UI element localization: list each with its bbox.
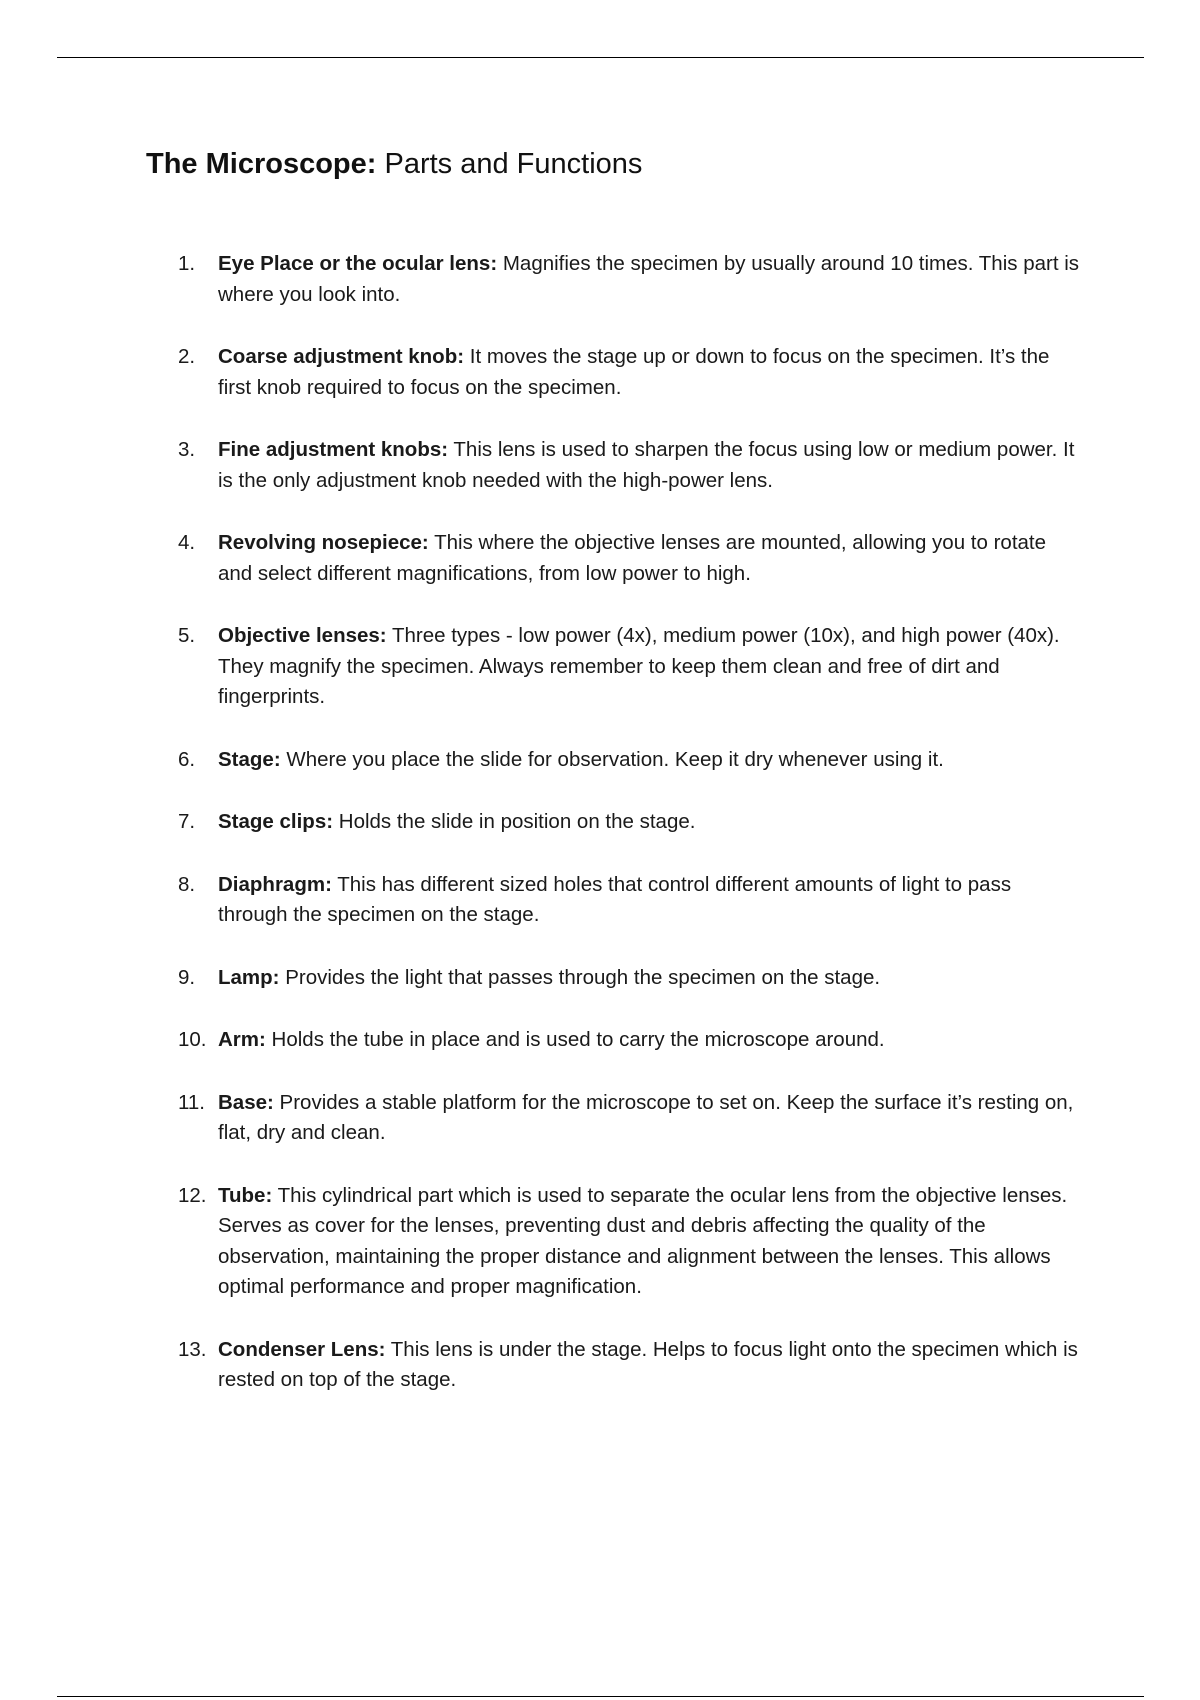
item-number: 6. bbox=[178, 747, 196, 771]
page-title-bold: The Microscope: bbox=[146, 148, 377, 180]
item-number: 1. bbox=[178, 252, 196, 275]
item-number: 11. bbox=[178, 1090, 205, 1114]
item-text: Three types - low power (4x), medium power (10x), and high power (40x). They magnify the specimen. Always remember to keep them clean and free of dirt and fingerprints. bbox=[218, 624, 1060, 708]
bottom-rule bbox=[57, 1696, 1144, 1697]
item-term: Tube: bbox=[218, 1183, 273, 1207]
item-body bbox=[218, 435, 1083, 496]
item-text: This where the objective lenses are mounted, allowing you to rotate and select different magnifications, from low power to high. bbox=[218, 531, 1047, 585]
item-body bbox=[218, 745, 1083, 776]
item-term: Eye Place or the ocular lens: bbox=[218, 252, 498, 275]
list-item bbox=[178, 435, 1083, 496]
item-text: It moves the stage up or down to focus on the specimen. It’s the first knob required to focus on the specimen. bbox=[218, 345, 1050, 399]
item-term: Coarse adjustment knob: bbox=[218, 345, 465, 368]
item-text: This lens is used to sharpen the focus using low or medium power. It is the only adjustment knob needed with the high-power lens. bbox=[218, 438, 1075, 492]
item-text: Magnifies the specimen by usually around 10 times. This part is where you look into. bbox=[218, 252, 1080, 306]
item-text: Provides the light that passes through the specimen on the stage. bbox=[279, 965, 881, 989]
page-title-rest: Parts and Functions bbox=[376, 148, 643, 180]
item-term: Objective lenses: bbox=[218, 624, 387, 647]
item-term: Lamp: bbox=[218, 965, 280, 989]
list-item bbox=[178, 1025, 1083, 1056]
list-item bbox=[178, 1335, 1083, 1396]
item-term: Condenser Lens: bbox=[218, 1337, 386, 1361]
item-number: 3. bbox=[178, 438, 196, 461]
list-item bbox=[178, 528, 1083, 589]
item-number: 5. bbox=[178, 624, 196, 647]
item-body bbox=[218, 528, 1083, 589]
item-body bbox=[218, 807, 1083, 838]
item-body bbox=[218, 1181, 1083, 1303]
item-number: 10. bbox=[178, 1028, 207, 1051]
list-item bbox=[178, 342, 1083, 403]
list-item bbox=[178, 621, 1083, 713]
item-text: This lens is under the stage. Helps to focus light onto the specimen which is rested on top of the stage. bbox=[218, 1337, 1078, 1391]
item-text: Where you place the slide for observation. Keep it dry whenever using it. bbox=[280, 747, 944, 771]
list-item bbox=[178, 1181, 1083, 1303]
item-text: This cylindrical part which is used to separate the ocular lens from the objective lenses. Serves as cover for the lenses, preventing dust and debris affecting the quality of the observation, maintaining the proper distance and alignment between the lenses. This allows optimal performance and proper magnification. bbox=[218, 1183, 1068, 1298]
item-body bbox=[218, 963, 1083, 994]
list-item bbox=[178, 745, 1083, 776]
item-body bbox=[218, 249, 1083, 310]
item-body bbox=[218, 1025, 1083, 1056]
item-text: This has different sized holes that control different amounts of light to pass through the specimen on the stage. bbox=[218, 872, 1012, 926]
list-item bbox=[178, 1088, 1083, 1149]
item-number: 13. bbox=[178, 1337, 207, 1361]
item-text: Holds the slide in position on the stage. bbox=[333, 810, 696, 833]
item-term: Arm: bbox=[218, 1028, 266, 1051]
list-item bbox=[178, 963, 1083, 994]
item-number: 2. bbox=[178, 345, 196, 368]
item-body bbox=[218, 621, 1083, 713]
item-body bbox=[218, 1335, 1083, 1396]
page-title bbox=[146, 144, 642, 184]
item-term: Base: bbox=[218, 1090, 274, 1114]
item-number: 8. bbox=[178, 872, 196, 896]
item-number: 12. bbox=[178, 1183, 207, 1207]
top-rule bbox=[57, 57, 1144, 58]
list-item bbox=[178, 807, 1083, 838]
item-number: 9. bbox=[178, 965, 196, 989]
item-term: Stage: bbox=[218, 747, 281, 771]
item-body bbox=[218, 1088, 1083, 1149]
item-number: 4. bbox=[178, 531, 196, 554]
item-text: Holds the tube in place and is used to carry the microscope around. bbox=[265, 1028, 885, 1051]
item-term: Fine adjustment knobs: bbox=[218, 438, 449, 461]
item-term: Diaphragm: bbox=[218, 872, 332, 896]
list-item bbox=[178, 870, 1083, 931]
item-text: Provides a stable platform for the microscope to set on. Keep the surface it’s resting on, flat, dry and clean. bbox=[218, 1090, 1074, 1144]
item-number: 7. bbox=[178, 810, 196, 833]
item-body bbox=[218, 342, 1083, 403]
item-body bbox=[218, 870, 1083, 931]
parts-list bbox=[178, 249, 1083, 1428]
list-item bbox=[178, 249, 1083, 310]
item-term: Revolving nosepiece: bbox=[218, 531, 429, 554]
item-term: Stage clips: bbox=[218, 810, 334, 833]
